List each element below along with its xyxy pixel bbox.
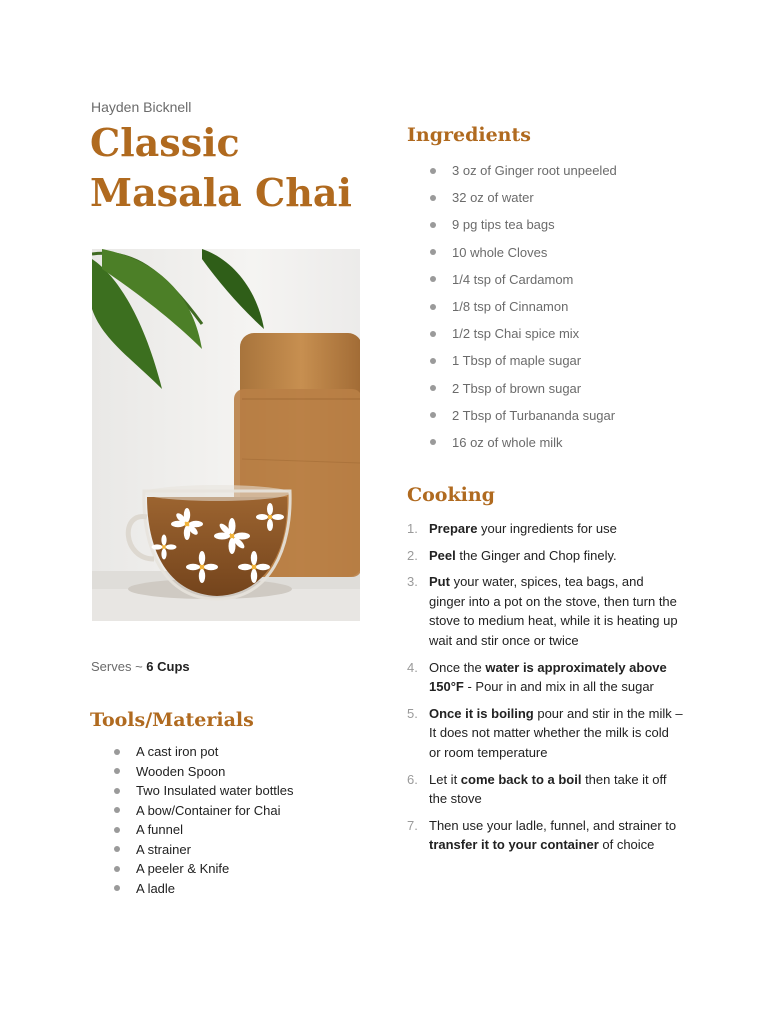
- serves-value: 6 Cups: [146, 659, 190, 674]
- list-item: A funnel: [114, 820, 294, 840]
- cooking-heading: Cooking: [407, 484, 495, 506]
- serves-label: Serves ~: [91, 659, 147, 674]
- step-text-part: your ingredients for use: [477, 521, 617, 536]
- list-item: 1/4 tsp of Cardamom: [430, 266, 617, 293]
- list-item: A strainer: [114, 840, 294, 860]
- list-item: A peeler & Knife: [114, 859, 294, 879]
- list-item: A ladle: [114, 879, 294, 899]
- step-text-part: Let it: [429, 771, 461, 787]
- ingredients-list: [430, 157, 617, 456]
- tools-list: [114, 742, 294, 898]
- step-text-part: Then use your ladle, funnel, and strainer to: [429, 817, 677, 833]
- serves-info: [91, 659, 190, 674]
- recipe-title: Classic Masala Chai: [90, 120, 352, 215]
- list-item: Wooden Spoon: [114, 762, 294, 782]
- list-item: A bow/Container for Chai: [114, 801, 294, 821]
- list-item: 2 Tbsp of Turbananda sugar: [430, 402, 617, 429]
- cooking-step: [407, 704, 683, 763]
- step-text-part: the Ginger and Chop finely.: [455, 547, 617, 563]
- step-text-part: Once the: [429, 659, 486, 675]
- step-text-emphasis: water is approximately above 150°F: [429, 659, 667, 695]
- list-item: 3 oz of Ginger root unpeeled: [430, 157, 617, 184]
- step-text: [429, 704, 683, 763]
- step-text: [429, 658, 683, 697]
- step-text-emphasis: Peel: [429, 547, 456, 563]
- list-item: 9 pg tips tea bags: [430, 211, 617, 238]
- cooking-step: [407, 770, 683, 809]
- step-text-part: of choice: [598, 837, 655, 853]
- author-name: Hayden Bicknell: [91, 99, 192, 115]
- list-item: 10 whole Cloves: [430, 239, 617, 266]
- step-number: 5.: [407, 705, 418, 721]
- step-text-part: - Pour in and mix in all the sugar: [463, 679, 654, 695]
- step-text-part: your water, spices, tea bags, and ginger into a pot on the stove, then turn the stove to medium heat, while it is heating up wait and stir once or twice: [429, 574, 678, 648]
- cooking-step: [407, 546, 683, 566]
- step-text-emphasis: Put: [429, 574, 450, 590]
- cooking-step: [407, 816, 683, 855]
- cooking-step: [407, 658, 683, 697]
- cooking-step: [407, 572, 683, 650]
- step-number: 6.: [407, 771, 418, 787]
- step-number: 7.: [407, 817, 418, 833]
- step-text: [429, 519, 683, 539]
- list-item: A cast iron pot: [114, 742, 294, 762]
- step-text: [429, 770, 683, 809]
- cooking-step: [407, 519, 683, 539]
- step-text-part: then take it off the stove: [429, 771, 667, 807]
- list-item: 2 Tbsp of brown sugar: [430, 375, 617, 402]
- list-item: 1 Tbsp of maple sugar: [430, 347, 617, 374]
- step-text-emphasis: transfer it to your container: [429, 837, 599, 853]
- step-text: [429, 816, 683, 855]
- step-text: [429, 572, 683, 650]
- list-item: 16 oz of whole milk: [430, 429, 617, 456]
- list-item: Two Insulated water bottles: [114, 781, 294, 801]
- chai-photo: [92, 249, 360, 621]
- ingredients-heading: Ingredients: [407, 124, 531, 146]
- step-number: 2.: [407, 547, 418, 563]
- step-number: 4.: [407, 659, 418, 675]
- cooking-steps: [407, 519, 683, 862]
- step-text-part: pour and stir in the milk – It does not matter whether the milk is cold or room temperature: [429, 705, 683, 760]
- list-item: 1/2 tsp Chai spice mix: [430, 320, 617, 347]
- step-text-emphasis: come back to a boil: [460, 771, 582, 787]
- list-item: 32 oz of water: [430, 184, 617, 211]
- step-number: 1.: [407, 521, 418, 536]
- list-item: 1/8 tsp of Cinnamon: [430, 293, 617, 320]
- tools-heading: Tools/Materials: [90, 709, 254, 731]
- step-text-emphasis: Once it is boiling: [429, 705, 534, 721]
- step-text: [429, 546, 683, 566]
- step-text-emphasis: Prepare: [429, 521, 478, 536]
- step-number: 3.: [407, 574, 418, 590]
